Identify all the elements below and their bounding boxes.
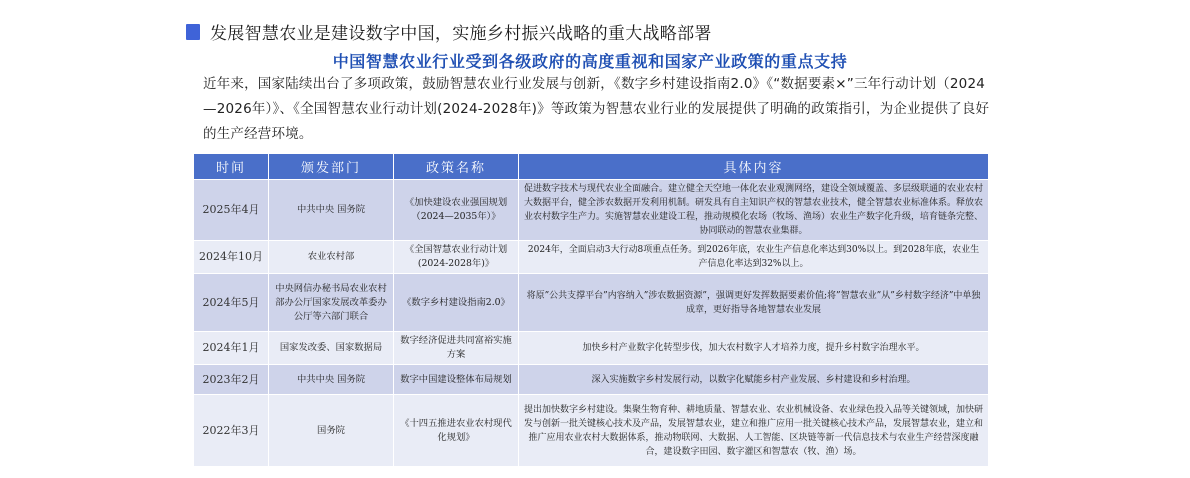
cell-department: 中央网信办秘书局农业农村部办公厅国家发展改革委办公厅等六部门联合 [269, 274, 394, 332]
table-row [194, 241, 989, 274]
cell-time: 2022年3月 [194, 395, 269, 467]
cell-department: 中共中央 国务院 [269, 365, 394, 395]
cell-time: 2025年4月 [194, 180, 269, 241]
policy-table [193, 153, 989, 467]
cell-policy: 《加快建设农业强国规划（2024—2035年）》 [394, 180, 519, 241]
cell-policy: 《数字乡村建设指南2.0》 [394, 274, 519, 332]
cell-department: 农业农村部 [269, 241, 394, 274]
table-header-row [194, 154, 989, 180]
cell-time: 2024年10月 [194, 241, 269, 274]
cell-policy: 《全国智慧农业行动计划(2024-2028年)》 [394, 241, 519, 274]
cell-department: 国务院 [269, 395, 394, 467]
cell-content: 将原”公共支撑平台”内容纳入”涉农数据资源”，强调更好发挥数据要素价值;将”智慧农业”从”乡村数字经济”中单独成章，更好指导各地智慧农业发展 [519, 274, 989, 332]
cell-policy: 数字经济促进共同富裕实施方案 [394, 332, 519, 365]
cell-department: 中共中央 国务院 [269, 180, 394, 241]
cell-policy: 数字中国建设整体布局规划 [394, 365, 519, 395]
intro-paragraph: 近年来，国家陆续出台了多项政策，鼓励智慧农业行业发展与创新，《数字乡村建设指南2.0》《“数据要素×”三年行动计划（2024—2026年）》、《全国智慧农业行动计划(2024-2028年)》等政策为智慧农业行业的发展提供了明确的政策指引，为企业提供了良好的生产经营环境。 [203, 76, 990, 142]
cell-content: 加快乡村产业数字化转型步伐，加大农村数字人才培养力度，提升乡村数字治理水平。 [519, 332, 989, 365]
cell-department: 国家发改委、国家数据局 [269, 332, 394, 365]
table-row [194, 332, 989, 365]
cell-content: 提出加快数字乡村建设。集聚生物育种、耕地质量、智慧农业、农业机械设备、农业绿色投入品等关键领域，加快研发与创新一批关键核心技术及产品，发展智慧农业，建立和推广应用一批关键核心技术产品，发展智慧农业，建立和推广应用农业农村大数据体系，推动物联网、大数据、人工智能、区块链等新一代信息技术与农业生产经营深度融合，建设数字田园、数字灌区和智慧农（牧、渔）场。 [519, 395, 989, 467]
table-row [194, 180, 989, 241]
header-time: 时间 [194, 154, 269, 180]
cell-content: 2024年，全面启动3大行动8项重点任务。到2026年底，农业生产信息化率达到30%以上。到2028年底，农业生产信息化率达到32%以上。 [519, 241, 989, 274]
section-heading [186, 19, 712, 44]
cell-content: 深入实施数字乡村发展行动，以数字化赋能乡村产业发展、乡村建设和乡村治理。 [519, 365, 989, 395]
table-row [194, 365, 989, 395]
cell-time: 2024年5月 [194, 274, 269, 332]
cell-policy: 《十四五推进农业农村现代化规划》 [394, 395, 519, 467]
table-row [194, 395, 989, 467]
header-content: 具体内容 [519, 154, 989, 180]
subtitle: 中国智慧农业行业受到各级政府的高度重视和国家产业政策的重点支持 [332, 52, 848, 71]
table-row [194, 274, 989, 332]
cell-time: 2024年1月 [194, 332, 269, 365]
cell-time: 2023年2月 [194, 365, 269, 395]
header-policy: 政策名称 [394, 154, 519, 180]
cell-content: 促进数字技术与现代农业全面融合。建立健全天空地一体化农业观测网络，建设全领域覆盖、多层级联通的农业农村大数据平台，健全涉农数据开发利用机制。研发具有自主知识产权的智慧农业技术，健全智慧农业标准体系。释放农业农村数字生产力。实施智慧农业建设工程，推动规模化农场（牧场、渔场）农业生产数字化升级，培育链条完整、协同联动的智慧农业集群。 [519, 180, 989, 241]
header-department: 颁发部门 [269, 154, 394, 180]
heading-square-icon [186, 24, 200, 40]
heading-text: 发展智慧农业是建设数字中国，实施乡村振兴战略的重大战略部署 [210, 24, 712, 44]
